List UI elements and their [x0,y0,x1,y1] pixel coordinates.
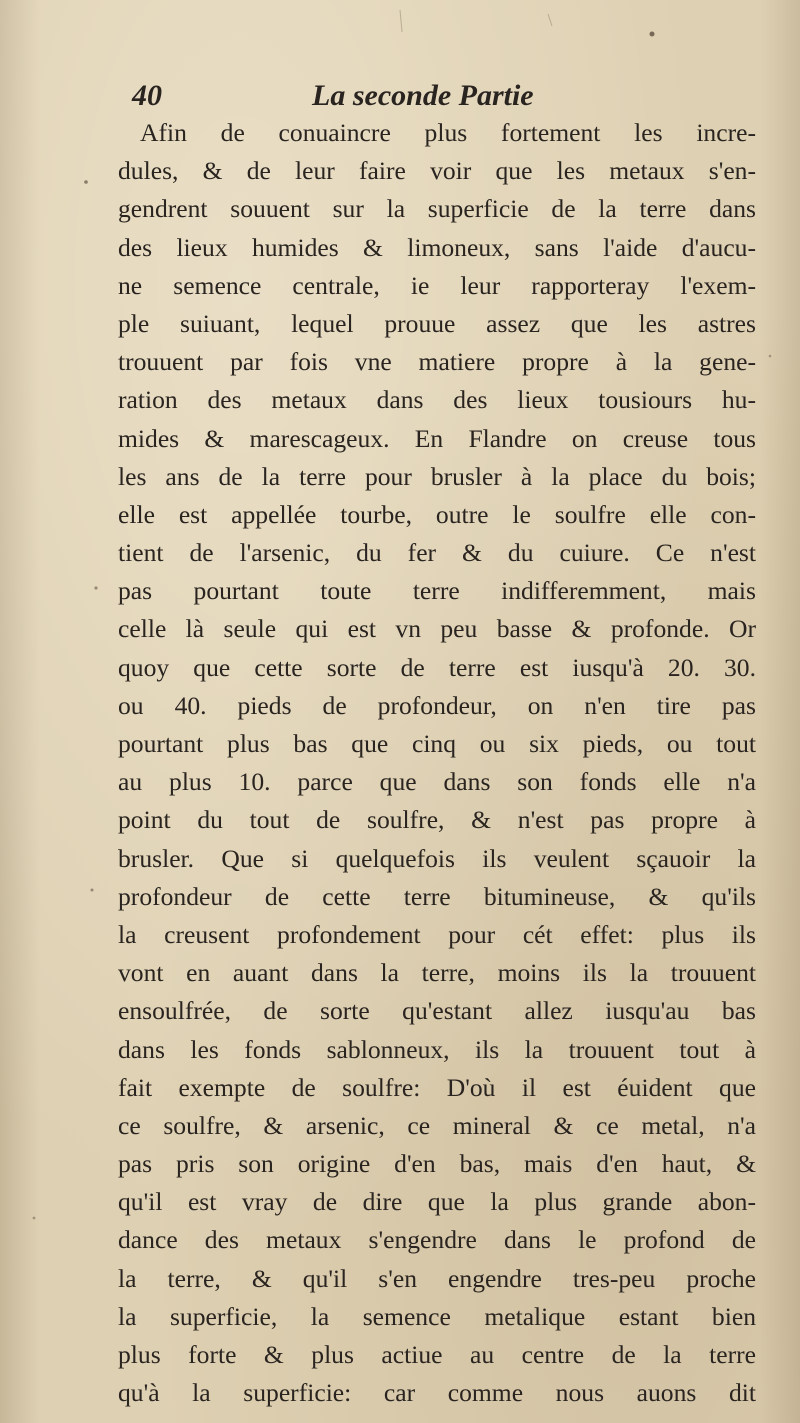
text-line: trouuent par fois vne matiere propre à la gene- [118,347,756,377]
text-line: pas pourtant toute terre indifferemment, mais [118,576,756,606]
text-line: ration des metaux dans des lieux tousiours hu- [118,385,756,415]
text-line: la terre, & qu'il s'en engendre tres-peu proche [118,1263,756,1293]
text-line: pourtant plus bas que cinq ou six pieds, ou tout [118,729,756,758]
running-title: La seconde Partie [312,79,534,112]
text-line: dules, & de leur faire voir que les metaux s'en- [118,156,756,186]
text-line: fait exempte de soulfre: D'où il est éuident que [118,1072,756,1102]
body-text [118,114,756,1412]
text-line: mides & marescageux. En Flandre on creuse tous [118,423,756,453]
text-line: la superficie, la semence metalique estant bien [118,1301,756,1331]
running-head [132,78,752,118]
text-line: celle là seule qui est vn peu basse & profonde. Or [118,614,756,644]
text-line: Afin de conuaincre plus fortement les incre- [140,118,756,147]
text-line: gendrent souuent sur la superficie de la terre dans [118,194,756,224]
text-line: dance des metaux s'engendre dans le profond de [118,1225,756,1255]
page-number: 40 [132,79,162,112]
text-line: des lieux humides & limoneux, sans l'aide d'aucu- [118,232,756,262]
text-line: quoy que cette sorte de terre est iusqu'à 20. 30. [118,652,756,682]
text-line: brusler. Que si quelquefois ils veulent sçauoir la [118,843,756,873]
text-line: la creusent profondement pour cét effet: plus ils [118,919,756,949]
text-line: les ans de la terre pour brusler à la place du bois; [118,461,756,491]
text-line: qu'il est vray de dire que la plus grande abon- [118,1187,756,1217]
text-line: tient de l'arsenic, du fer & du cuiure. Ce n'est [118,538,756,568]
text-line: ensoulfrée, de sorte qu'estant allez iusqu'au bas [118,996,756,1026]
text-line: profondeur de cette terre bitumineuse, & qu'ils [118,881,756,911]
text-line: elle est appellée tourbe, outre le soulfre elle con- [118,499,756,529]
text-line: plus forte & plus actiue au centre de la terre [118,1340,756,1369]
text-line: qu'à la superficie: car comme nous auons dit [118,1378,756,1408]
text-line: ou 40. pieds de profondeur, on n'en tire pas [118,690,756,720]
text-line: ce soulfre, & arsenic, ce mineral & ce metal, n'a [118,1110,756,1140]
text-line: pas pris son origine d'en bas, mais d'en haut, & [118,1149,756,1179]
text-line: point du tout de soulfre, & n'est pas propre à [118,805,756,835]
text-line: ne semence centrale, ie leur rapporteray l'exem- [118,270,756,300]
text-line: ple suiuant, lequel prouue assez que les astres [118,308,756,338]
text-line: dans les fonds sablonneux, ils la trouuent tout à [118,1034,756,1064]
text-line: vont en auant dans la terre, moins ils la trouuent [118,958,756,988]
text-line: au plus 10. parce que dans son fonds elle n'a [118,767,756,797]
